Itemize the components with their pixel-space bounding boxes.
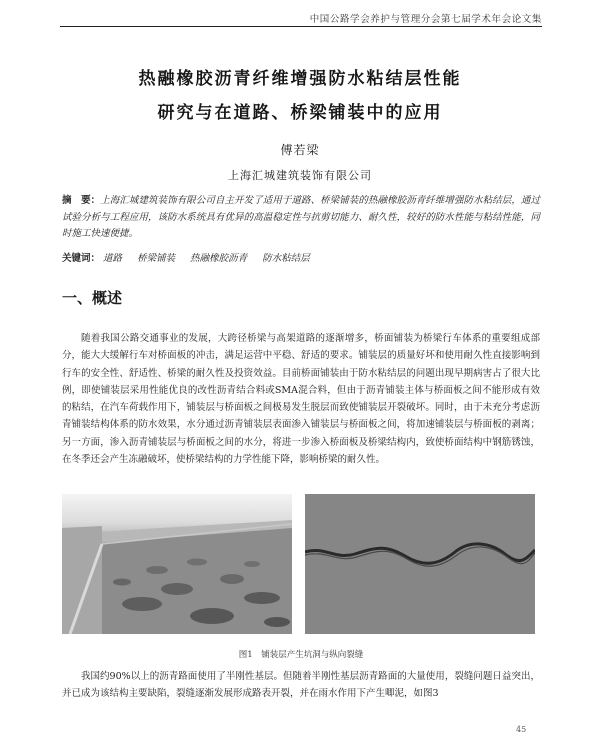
page-number: 45	[516, 725, 527, 734]
keywords	[62, 250, 540, 264]
section-heading: 一、概述	[62, 289, 123, 307]
keyword: 热融橡胶沥青	[190, 253, 248, 264]
body-paragraph-2: 我国约90%以上的沥青路面使用了半刚性基层。但随着半刚性基层沥青路面的大量使用，裂缝问题日益突出，并已成为该结构主要缺陷，裂缝逐渐发展形成路表开裂，并在雨水作用下产生唧泥，如图3	[62, 671, 540, 700]
header-rule	[60, 26, 542, 27]
body-paragraph-1: 随着我国公路交通事业的发展，大跨径桥梁与高架道路的逐渐增多，桥面铺装为桥梁行车体系的重要组成部分，能大大缓解行车对桥面板的冲击，满足运营中平稳、舒适的要求。铺装层的质量好坏和使用耐久性直接影响到行车的安全性、舒适性、桥梁的耐久性及投资效益。目前桥面铺装由于防水粘结层的问题出现早期病害占了很大比例，即使铺装层采用性能优良的改性沥青结合料或SMA混合料，但由于沥青铺装主体与桥面板之间不能形成有效的粘结，在汽车荷载作用下，铺装层与桥面板之间极易发生脱层而致使铺装层开裂破坏。同时，由于未充分考虑沥青铺装结构体系的防水效果，水分通过沥青铺装层表面渗入铺装层与桥面板之间，将加速铺装层与桥面板的剥离；另一方面，渗入沥青铺装层与桥面板之间的水分，将进一步渗入桥面板及桥梁结构内，致使桥面结构中钢筋锈蚀，在冬季还会产生冻融破坏，使桥梁结构的力学性能下降，影响桥梁的耐久性。	[62, 333, 540, 466]
running-header	[60, 9, 542, 29]
keyword: 道路	[103, 253, 123, 264]
abstract	[62, 193, 540, 243]
crack-photo-illustration	[305, 494, 535, 634]
road-photo-illustration	[62, 494, 292, 634]
keyword: 防水粘结层	[262, 253, 310, 264]
keyword: 桥梁铺装	[137, 253, 176, 264]
abstract-text: 上海汇城建筑装饰有限公司自主开发了适用于道路、桥梁铺装的热融橡胶沥青纤维增强防水粘结层，通过试验分析与工程应用，该防水系统具有优异的高温稳定性与抗剪切能力、耐久性，较好的防水性能与粘结性能，同时施工快速便捷。	[62, 195, 540, 239]
figure-photo-longitudinal-crack	[305, 494, 535, 634]
paper-title-line-1: 热融橡胶沥青纤维增强防水粘结层性能	[138, 69, 462, 89]
paper-title-line-2: 研究与在道路、桥梁铺装中的应用	[157, 103, 443, 123]
keywords-label: 关键词：	[62, 253, 101, 264]
figure-caption: 图1 铺装层产生坑洞与纵向裂缝	[238, 650, 364, 660]
author-affiliation: 上海汇城建筑装饰有限公司	[228, 169, 372, 182]
author-name: 傅若梁	[280, 143, 320, 157]
running-header-text: 中国公路学会养护与管理分会第七届学术年会论文集	[309, 14, 542, 25]
figure-photo-road-potholes	[62, 494, 292, 634]
abstract-label: 摘 要：	[62, 195, 101, 206]
